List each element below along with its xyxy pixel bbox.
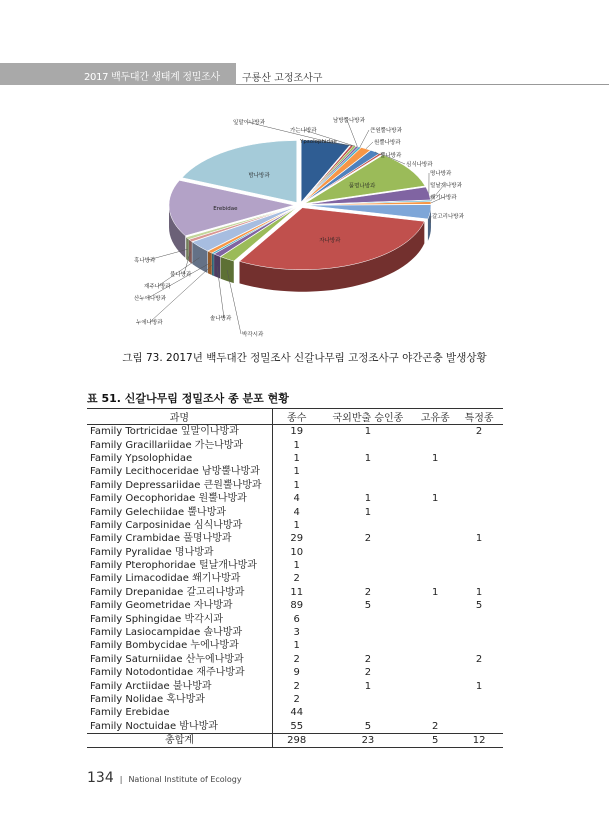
count-cell: 2 xyxy=(293,694,300,705)
table-row xyxy=(87,693,503,706)
count-cell: 4 xyxy=(293,506,300,518)
total-cell: 298 xyxy=(272,733,320,747)
slice-label: 산누에나방과 xyxy=(134,296,166,302)
pie-slice-side xyxy=(208,251,212,275)
slice-label: 누에나방과 xyxy=(136,320,163,326)
slice-label: 쐐기나방과 xyxy=(430,195,457,201)
table-header-row xyxy=(87,409,503,425)
table-row xyxy=(87,666,503,679)
footer-org: National Institute of Ecology xyxy=(128,775,242,784)
family-cell: Family Gelechiidae 뿔나방과 xyxy=(87,505,272,518)
footer-separator: | xyxy=(119,775,123,784)
table-row xyxy=(87,599,503,612)
slice-label: 잎말이나방과 xyxy=(233,120,265,126)
family-cell: Family Carposinidae 심식나방과 xyxy=(87,519,272,532)
col-specific: 특정종 xyxy=(455,409,503,425)
export-cell xyxy=(321,559,416,572)
export-cell xyxy=(321,546,416,559)
count-cell: 1 xyxy=(293,640,300,652)
table-title: 표 51. 신갈나무림 정밀조사 종 분포 현황 xyxy=(87,392,289,405)
endemic-cell xyxy=(415,666,455,679)
specific-cell xyxy=(455,546,503,559)
count-cell: 2 xyxy=(293,680,300,692)
export-cell: 1 xyxy=(364,452,372,464)
family-cell: Family Lecithoceridae 남방뿔나방과 xyxy=(87,465,272,478)
slice-label: 남방뿔나방과 xyxy=(333,118,365,124)
table-row xyxy=(87,706,503,719)
slice-label: 밤나방과 xyxy=(248,172,270,179)
specific-cell: 1 xyxy=(475,586,483,598)
endemic-cell xyxy=(415,612,455,625)
table-row xyxy=(87,572,503,585)
family-cell: Family Crambidae 풀명나방과 xyxy=(87,532,272,545)
specific-cell xyxy=(455,519,503,532)
specific-cell xyxy=(455,626,503,639)
header-subtitle: 구룡산 고정조사구 xyxy=(242,73,323,84)
table-row xyxy=(87,438,503,451)
table-row xyxy=(87,626,503,639)
table-row xyxy=(87,653,503,666)
total-row xyxy=(87,733,503,747)
export-cell: 1 xyxy=(364,426,372,438)
family-cell: Family Pyralidae 명나방과 xyxy=(87,546,272,559)
slice-label: 갈고리나방과 xyxy=(432,214,464,220)
specific-cell xyxy=(455,559,503,572)
specific-cell: 2 xyxy=(475,653,483,665)
table-row xyxy=(87,612,503,625)
specific-cell: 1 xyxy=(475,680,483,692)
table-row xyxy=(87,505,503,518)
export-cell xyxy=(321,519,416,532)
endemic-cell: 1 xyxy=(432,493,439,505)
specific-cell xyxy=(455,465,503,478)
endemic-cell xyxy=(415,546,455,559)
table-row xyxy=(87,452,503,465)
slice-label: 혹나방과 xyxy=(134,258,156,264)
specific-cell xyxy=(455,492,503,505)
specific-cell: 5 xyxy=(475,600,483,612)
slice-label: 재주나방과 xyxy=(144,284,171,290)
export-cell xyxy=(321,612,416,625)
table-row xyxy=(87,479,503,492)
specific-cell xyxy=(455,479,503,492)
leader-line xyxy=(227,270,241,334)
leader-line xyxy=(360,130,369,147)
specific-cell xyxy=(455,438,503,451)
family-cell: Family Arctiidae 불나방과 xyxy=(87,679,272,692)
family-cell: Family Depressariidae 큰원뿔나방과 xyxy=(87,479,272,492)
specific-cell xyxy=(455,639,503,652)
endemic-cell xyxy=(415,479,455,492)
specific-cell xyxy=(455,572,503,585)
endemic-cell: 1 xyxy=(432,586,439,598)
page-number: 134 xyxy=(87,770,114,786)
count-cell: 10 xyxy=(290,546,304,558)
count-cell: 3 xyxy=(293,627,300,639)
count-cell: 19 xyxy=(290,426,304,438)
slice-label: Erebidae xyxy=(213,205,238,212)
family-cell: Family Erebidae xyxy=(87,706,272,719)
endemic-cell xyxy=(415,425,455,439)
export-cell: 5 xyxy=(364,720,372,732)
pie-slice-side xyxy=(214,254,220,278)
specific-cell xyxy=(455,505,503,518)
header-title: 2017 백두대간 생태계 정밀조사 xyxy=(84,72,220,83)
export-cell xyxy=(321,706,416,719)
endemic-cell xyxy=(415,505,455,518)
export-cell xyxy=(321,438,416,451)
table-row xyxy=(87,559,503,572)
specific-cell xyxy=(455,612,503,625)
slice-label: 명나방과 xyxy=(430,171,452,177)
slice-label: Ypsolophidae xyxy=(300,139,337,145)
count-cell: 89 xyxy=(290,600,304,612)
export-cell xyxy=(321,465,416,478)
count-cell: 11 xyxy=(290,586,304,598)
export-cell: 2 xyxy=(364,653,372,665)
specific-cell: 2 xyxy=(475,426,483,438)
count-cell: 29 xyxy=(290,533,304,545)
endemic-cell xyxy=(415,626,455,639)
endemic-cell xyxy=(415,465,455,478)
leader-line xyxy=(366,142,373,149)
table-row xyxy=(87,546,503,559)
specific-cell xyxy=(455,666,503,679)
count-cell: 1 xyxy=(293,479,300,491)
export-cell: 2 xyxy=(364,586,372,598)
export-cell xyxy=(321,639,416,652)
slice-label: 박각시과 xyxy=(242,332,264,338)
count-cell: 1 xyxy=(293,439,300,451)
family-cell: Family Gracillariidae 가는나방과 xyxy=(87,438,272,451)
pie-slice-side xyxy=(212,253,214,276)
figure-caption: 그림 73. 2017년 백두대간 정밀조사 신갈나무림 고정조사구 야간곤충 발생상황 xyxy=(122,352,487,364)
slice-label: 원뿔나방과 xyxy=(374,140,401,146)
export-cell: 1 xyxy=(364,680,372,692)
family-cell: Family Pterophoridae 털날개나방과 xyxy=(87,559,272,572)
export-cell: 1 xyxy=(364,493,372,505)
total-cell: 12 xyxy=(455,733,503,747)
family-cell: Family Notodontidae 재주나방과 xyxy=(87,666,272,679)
specific-cell xyxy=(455,720,503,734)
total-cell: 5 xyxy=(415,733,455,747)
pie-chart xyxy=(130,110,480,342)
endemic-cell: 1 xyxy=(432,452,439,464)
endemic-cell xyxy=(415,572,455,585)
endemic-cell xyxy=(415,559,455,572)
endemic-cell xyxy=(415,438,455,451)
count-cell: 55 xyxy=(290,720,304,732)
specific-cell xyxy=(455,693,503,706)
export-cell xyxy=(321,626,416,639)
table-row xyxy=(87,492,503,505)
family-cell: Family Ypsolophidae xyxy=(87,452,272,465)
family-cell: Family Drepanidae 갈고리나방과 xyxy=(87,586,272,599)
slice-label: 풀명나방과 xyxy=(348,183,376,190)
family-cell: Family Bombycidae 누에나방과 xyxy=(87,639,272,652)
family-cell: Family Noctuidae 밤나방과 xyxy=(87,720,272,734)
pie-slice-side xyxy=(189,240,192,264)
footer xyxy=(87,770,242,786)
slice-label: 뿔나방과 xyxy=(380,153,402,159)
slice-label: 큰원뿔나방과 xyxy=(370,128,402,134)
export-cell: 2 xyxy=(364,533,372,545)
count-cell: 1 xyxy=(293,519,300,531)
family-cell: Family Lasiocampidae 솔나방과 xyxy=(87,626,272,639)
col-endemic: 고유종 xyxy=(415,409,455,425)
count-cell: 4 xyxy=(293,493,300,505)
endemic-cell: 2 xyxy=(432,720,439,732)
count-cell: 6 xyxy=(293,613,300,625)
specific-cell xyxy=(455,706,503,719)
slice-label: 심식나방과 xyxy=(406,162,433,168)
family-cell: Family Tortricidae 잎말이나방과 xyxy=(87,425,272,439)
slice-label: 솔나방과 xyxy=(210,316,232,322)
slice-label: 불나방과 xyxy=(170,272,192,278)
endemic-cell xyxy=(415,653,455,666)
count-cell: 2 xyxy=(293,573,300,585)
family-cell: Family Oecophoridae 원뿔나방과 xyxy=(87,492,272,505)
slice-label: 자나방과 xyxy=(319,238,341,245)
export-cell: 2 xyxy=(364,667,372,679)
family-cell: Family Nolidae 혹나방과 xyxy=(87,693,272,706)
specific-cell: 1 xyxy=(475,533,483,545)
table-row xyxy=(87,465,503,478)
specific-cell xyxy=(455,452,503,465)
export-cell: 5 xyxy=(364,600,372,612)
count-cell: 1 xyxy=(293,560,300,572)
endemic-cell xyxy=(415,532,455,545)
total-cell: 총합계 xyxy=(87,733,272,747)
leader-line xyxy=(148,263,210,298)
count-cell: 44 xyxy=(290,707,304,719)
species-table xyxy=(87,408,503,748)
export-cell xyxy=(321,479,416,492)
table-row xyxy=(87,679,503,692)
table-row xyxy=(87,720,503,734)
family-cell: Family Sphingidae 박각시과 xyxy=(87,612,272,625)
col-species-count: 종수 xyxy=(272,409,320,425)
family-cell: Family Limacodidae 쐐기나방과 xyxy=(87,572,272,585)
endemic-cell xyxy=(415,706,455,719)
endemic-cell xyxy=(415,693,455,706)
table-row xyxy=(87,519,503,532)
count-cell: 2 xyxy=(293,653,300,665)
endemic-cell xyxy=(415,519,455,532)
endemic-cell xyxy=(415,679,455,692)
count-cell: 1 xyxy=(293,452,300,464)
count-cell: 1 xyxy=(293,466,300,478)
table-row xyxy=(87,586,503,599)
total-cell: 23 xyxy=(321,733,416,747)
endemic-cell xyxy=(415,599,455,612)
header-divider xyxy=(236,84,609,85)
endemic-cell xyxy=(415,639,455,652)
export-cell xyxy=(321,572,416,585)
export-cell xyxy=(321,693,416,706)
slice-label: 가는나방과 xyxy=(290,128,317,134)
table-row xyxy=(87,425,503,439)
export-cell: 1 xyxy=(364,506,372,518)
col-family: 과명 xyxy=(87,409,272,425)
table-row xyxy=(87,639,503,652)
slice-label: 털날개나방과 xyxy=(430,183,462,189)
col-export-approved: 국외반출 승인종 xyxy=(321,409,416,425)
count-cell: 9 xyxy=(293,667,300,679)
family-cell: Family Saturniidae 산누에나방과 xyxy=(87,653,272,666)
table-row xyxy=(87,532,503,545)
family-cell: Family Geometridae 자나방과 xyxy=(87,599,272,612)
